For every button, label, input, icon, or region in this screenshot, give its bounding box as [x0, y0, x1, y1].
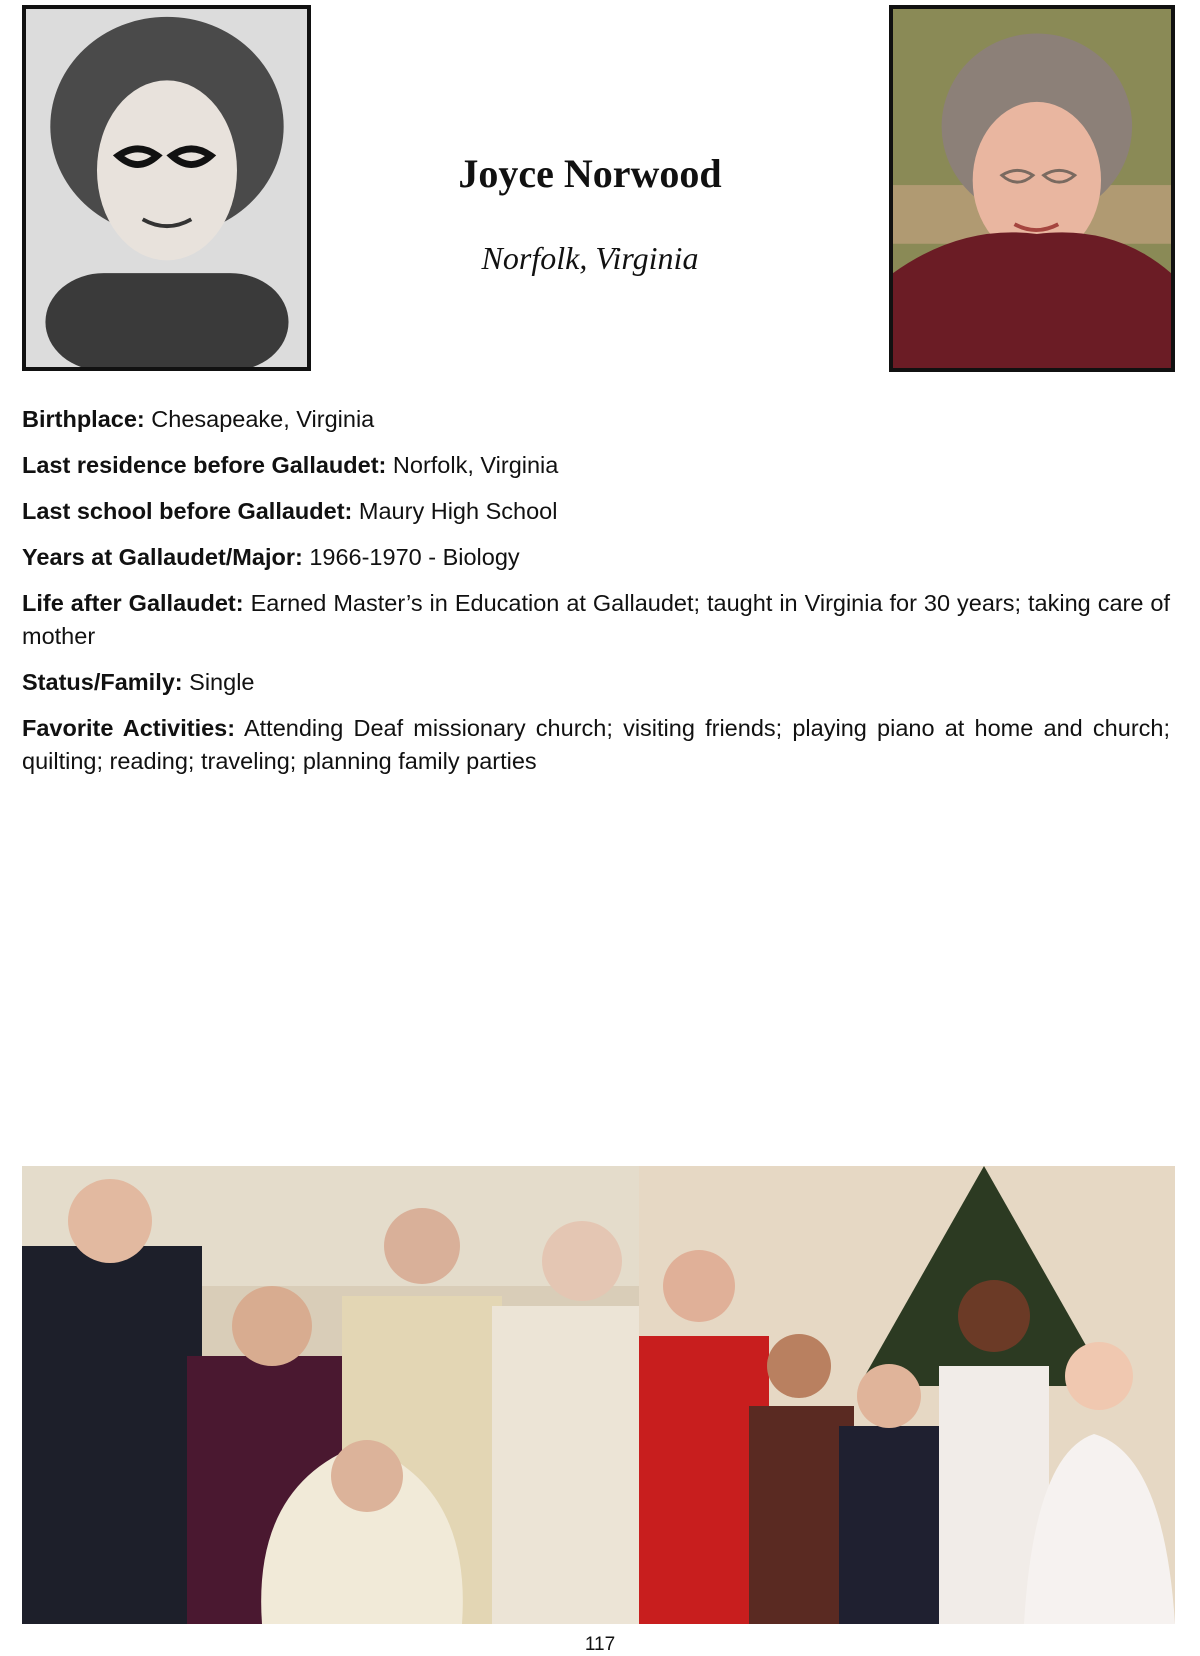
fact-value: 1966-1970 - Biology: [309, 544, 520, 570]
fact-label: Last school before Gallaudet:: [22, 498, 353, 524]
hometown: Norfolk, Virginia: [481, 240, 699, 276]
yearbook-portrait: [22, 5, 311, 371]
fact-label: Favorite Activities:: [22, 715, 236, 741]
fact-status-family: [22, 666, 1170, 699]
wedding-group-photo: [22, 1166, 639, 1624]
bio-facts: [22, 403, 1170, 791]
fact-label: Birthplace:: [22, 406, 145, 432]
person-name: Joyce Norwood: [458, 151, 722, 196]
yearbook-portrait-image: [26, 9, 307, 367]
fact-last-residence: [22, 449, 1170, 482]
fact-value: Earned Master’s in Education at Gallaudet; taught in Virginia for 30 years; taking care of mother: [22, 590, 1170, 649]
fact-value: Attending Deaf missionary church; visiting friends; playing piano at home and church; quilting; reading; traveling; planning family parties: [22, 715, 1170, 774]
fact-label: Life after Gallaudet:: [22, 590, 244, 616]
fact-favorite-activities: [22, 712, 1170, 778]
recent-portrait: [889, 5, 1175, 372]
fact-value: Single: [189, 669, 255, 695]
fact-value: Norfolk, Virginia: [392, 452, 559, 478]
fact-years-major: [22, 541, 1170, 574]
page-number: 117: [584, 1634, 616, 1655]
holiday-group-photo-image: [639, 1166, 1175, 1624]
fact-label: Last residence before Gallaudet:: [22, 452, 387, 478]
holiday-group-photo: [639, 1166, 1175, 1624]
fact-label: Years at Gallaudet/Major:: [22, 544, 303, 570]
fact-value: Maury High School: [358, 498, 558, 524]
fact-birthplace: [22, 403, 1170, 436]
fact-last-school: [22, 495, 1170, 528]
recent-portrait-image: [893, 9, 1171, 368]
fact-label: Status/Family:: [22, 669, 183, 695]
fact-value: Chesapeake, Virginia: [151, 406, 375, 432]
wedding-group-photo-image: [22, 1166, 639, 1624]
fact-life-after: [22, 587, 1170, 653]
